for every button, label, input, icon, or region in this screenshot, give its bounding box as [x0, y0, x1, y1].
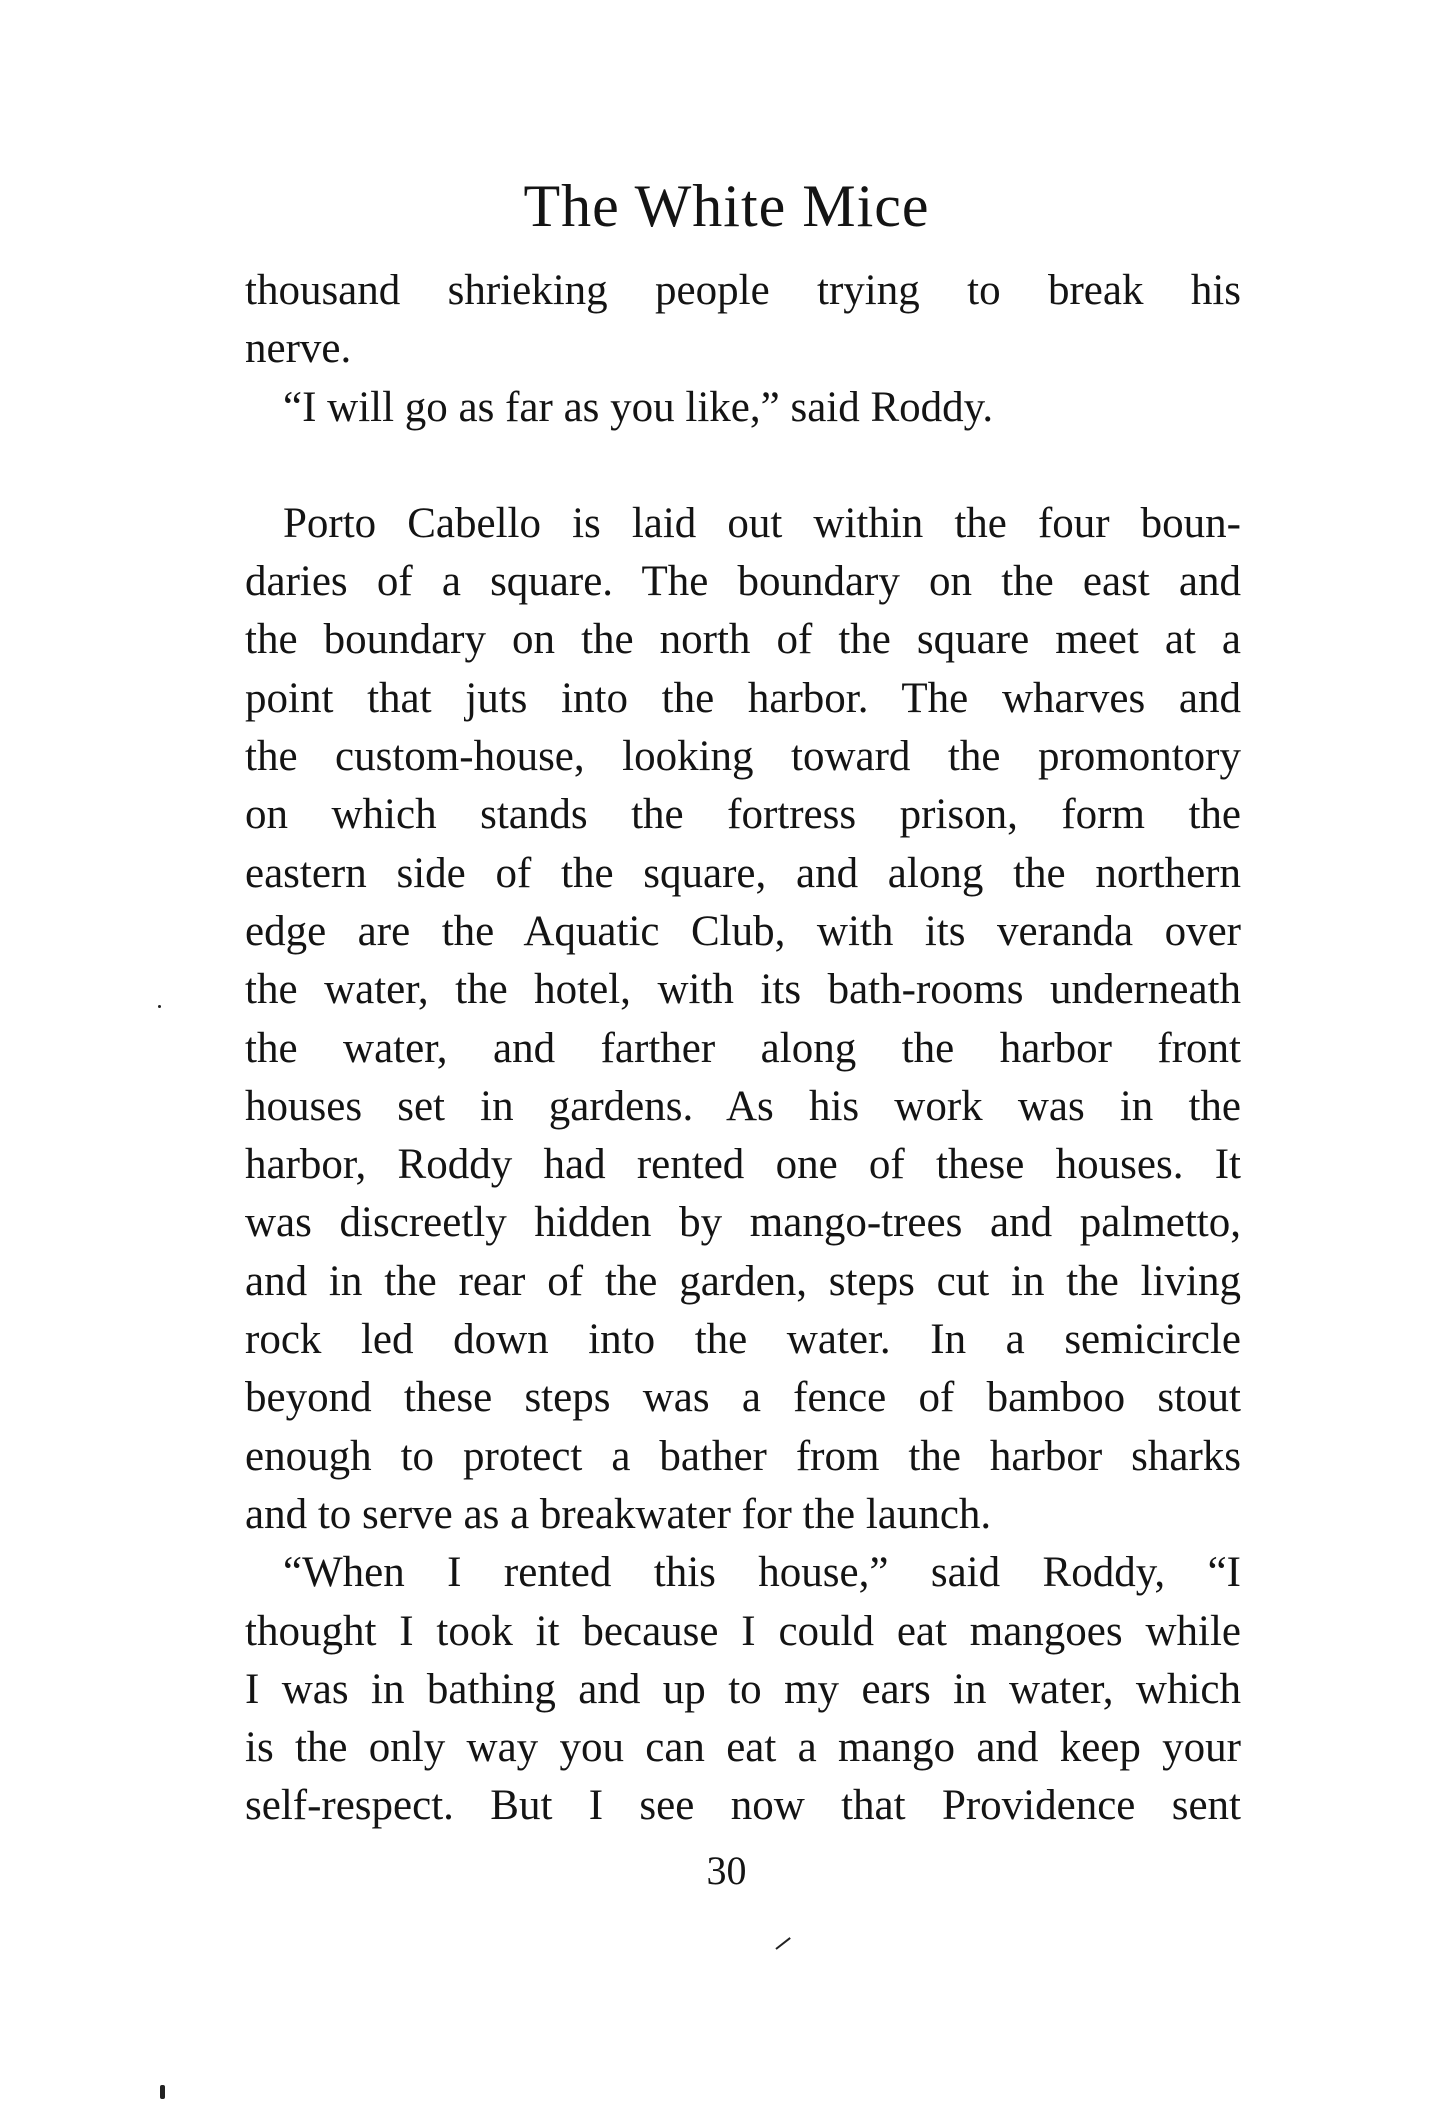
running-head: The White Mice — [523, 173, 930, 239]
body-text — [245, 262, 1241, 1836]
text-line: nerve. — [245, 325, 352, 373]
scan-speck — [160, 2085, 165, 2099]
text-line: the water, and farther along the harbor front — [245, 1024, 1241, 1072]
text-line: harbor, Roddy had rented one of these houses. It — [245, 1141, 1241, 1189]
text-line: “When I rented this house,” said Roddy, “I — [283, 1549, 1241, 1597]
text-line: point that juts into the harbor. The wharves and — [245, 674, 1241, 722]
text-line: and to serve as a breakwater for the launch. — [245, 1490, 992, 1538]
text-line: houses set in gardens. As his work was in the — [245, 1082, 1241, 1130]
text-line: self-respect. But I see now that Providence sent — [245, 1782, 1241, 1830]
text-line: Porto Cabello is laid out within the four boun- — [283, 499, 1241, 547]
text-line: was discreetly hidden by mango-trees and palmetto, — [245, 1199, 1241, 1247]
text-line: eastern side of the square, and along the northern — [245, 849, 1241, 897]
text-line: I was in bathing and up to my ears in water, which — [245, 1665, 1241, 1713]
text-line: thousand shrieking people trying to break his — [245, 267, 1241, 314]
scan-speck — [775, 1937, 790, 1950]
text-line: enough to protect a bather from the harbor sharks — [245, 1432, 1241, 1480]
text-line: edge are the Aquatic Club, with its veranda over — [245, 907, 1241, 955]
text-line: the water, the hotel, with its bath-rooms underneath — [245, 966, 1241, 1014]
text-line: daries of a square. The boundary on the east and — [245, 558, 1241, 606]
text-line: beyond these steps was a fence of bamboo stout — [245, 1374, 1241, 1422]
text-line: rock led down into the water. In a semicircle — [245, 1316, 1241, 1364]
text-line: is the only way you can eat a mango and keep your — [245, 1724, 1241, 1772]
text-line: on which stands the fortress prison, form the — [245, 791, 1241, 839]
text-line: thought I took it because I could eat mangoes while — [245, 1607, 1241, 1655]
page-number: 30 — [706, 1848, 747, 1893]
text-line: the custom-house, looking toward the promontory — [245, 733, 1241, 781]
text-line: and in the rear of the garden, steps cut in the living — [245, 1257, 1241, 1305]
section-break — [245, 437, 1241, 495]
text-line: the boundary on the north of the square meet at a — [245, 616, 1241, 664]
scan-speck — [158, 1005, 161, 1008]
text-line: “I will go as far as you like,” said Roddy. — [283, 383, 994, 431]
